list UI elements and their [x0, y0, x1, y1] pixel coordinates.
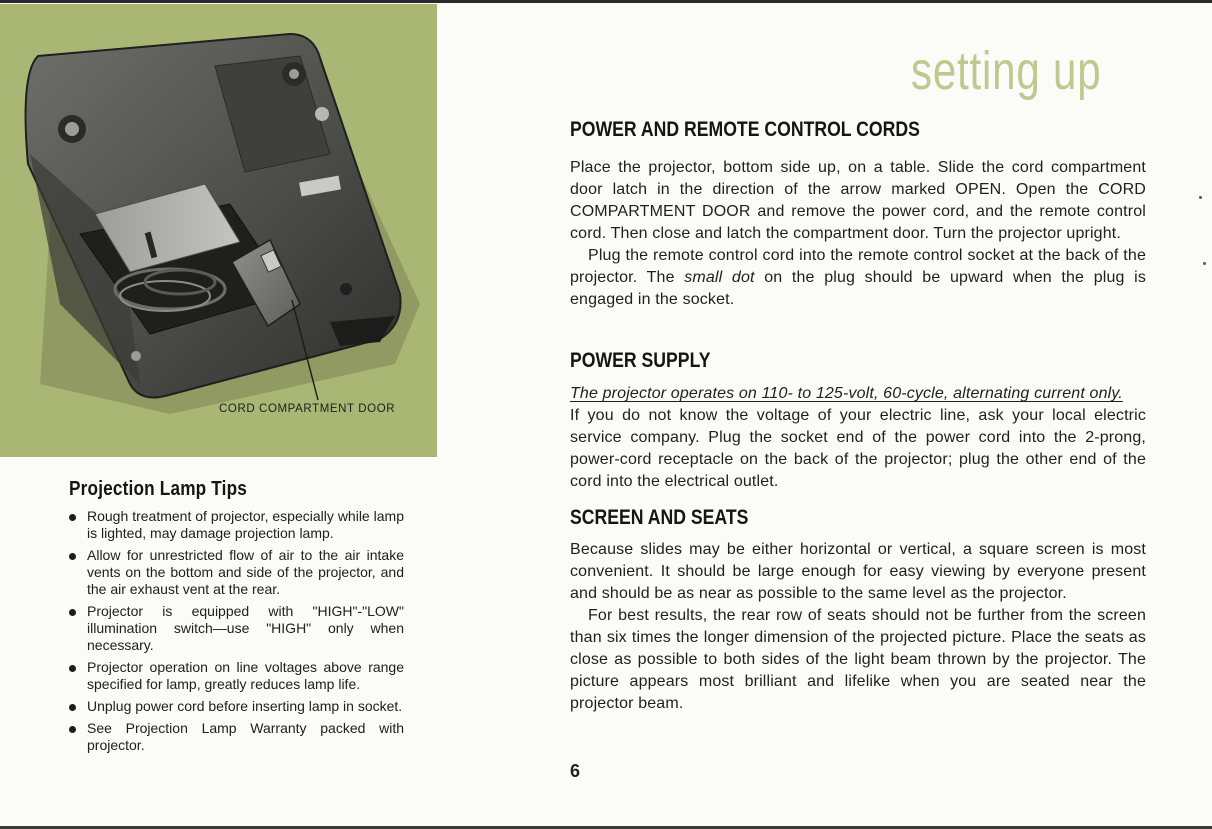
list-item: Allow for unrestricted flow of air to the air intake vents on the bottom and side of the projector, and the air exhaust vent at the rear. [68, 547, 404, 598]
emphasis-text: small dot [684, 269, 755, 286]
paragraph: Place the projector, bottom side up, on a table. Slide the cord compartment door latch in the direction of the arrow marked OPEN. Open the CORD COMPARTMENT DOOR and remove the power cord, and the remote control cord. Then close and latch the compartment door. Turn the projector upright. [570, 159, 1146, 242]
bullet-icon [69, 726, 76, 733]
list-item: Projector operation on line voltages above range specified for lamp, greatly reduces lamp life. [68, 659, 404, 693]
section-power-remote-body [570, 157, 1146, 311]
cord-compartment-door-callout: CORD COMPARTMENT DOOR [219, 403, 396, 415]
bullet-icon [69, 553, 76, 560]
section-power-remote [570, 118, 1146, 142]
list-item: Unplug power cord before inserting lamp in socket. [68, 698, 404, 715]
tips-heading: Projection Lamp Tips [69, 478, 248, 500]
bullet-icon [69, 665, 76, 672]
section-heading: POWER AND REMOTE CONTROL CORDS [570, 118, 920, 141]
bullet-icon [69, 704, 76, 711]
page-number: 6 [570, 761, 581, 781]
list-item: See Projection Lamp Warranty packed with projector. [68, 720, 404, 754]
list-item: Rough treatment of projector, especially while lamp is lighted, may damage projection lamp. [68, 508, 404, 542]
tips-list [68, 508, 404, 759]
projector-photo [0, 4, 437, 457]
list-item: Projector is equipped with "HIGH"-"LOW" illumination switch—use "HIGH" only when necessary. [68, 603, 404, 654]
section-heading: SCREEN AND SEATS [570, 506, 749, 529]
paragraph: For best results, the rear row of seats should not be further from the screen than six times the longer dimension of the projected picture. Place the seats as close as possible to both sides of the light beam thrown by the projector. The picture appears most brilliant and lifelike when you are seated near the projector beam. [570, 607, 1146, 712]
bullet-icon [69, 609, 76, 616]
section-power-supply [570, 349, 1146, 373]
section-screen-seats [570, 506, 1146, 530]
voltage-note: The projector operates on 110- to 125-volt, 60-cycle, alternating current only. [570, 385, 1123, 402]
bullet-icon [69, 514, 76, 521]
print-speck [1203, 262, 1206, 265]
section-screen-seats-body [570, 539, 1146, 715]
paragraph: Plug the remote control cord into the remote control socket at the back of the projector. The small dot on the plug should be upward when the plug is engaged in the socket. [570, 247, 1146, 308]
paragraph: If you do not know the voltage of your electric line, ask your local electric service company. Plug the socket end of the power cord into the 2-prong, power-cord receptacle on the back of the projector; plug the other end of the cord into the electrical outlet. [570, 407, 1146, 490]
print-speck [1199, 196, 1202, 199]
section-heading: POWER SUPPLY [570, 349, 711, 372]
paragraph: Because slides may be either horizontal or vertical, a square screen is most convenient. It should be large enough for easy viewing by everyone present and should be as near as possible to the same level as the projector. [570, 541, 1146, 602]
top-edge-rule [0, 0, 1212, 3]
projector-illustration [0, 4, 437, 457]
page-title: setting up [911, 41, 1102, 101]
section-power-supply-body [570, 383, 1146, 493]
